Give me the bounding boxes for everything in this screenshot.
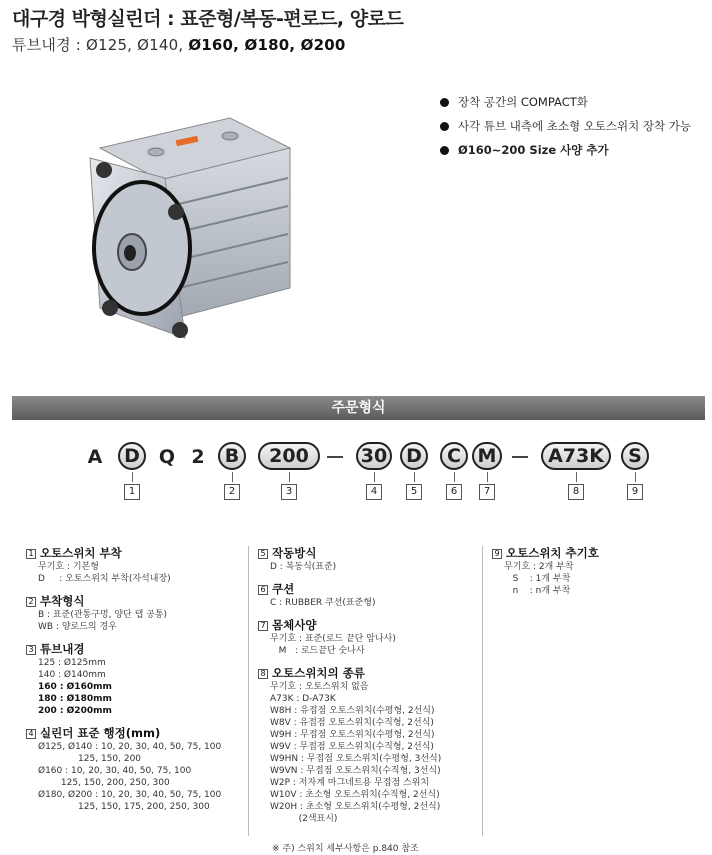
section-number: 8 — [258, 669, 268, 679]
code-number-box: 5 — [406, 484, 422, 500]
feature-item: 장착 공간의 COMPACT화 — [440, 94, 691, 118]
spec-line: 무기호 : 2개 부착 — [504, 562, 574, 572]
section-bore-size — [26, 642, 246, 717]
spec-column-2 — [258, 546, 480, 834]
spec-line: 무기호 : 기본형 — [38, 562, 99, 572]
spec-line: 무기호 : 오토스위치 없음 — [270, 682, 369, 692]
spec-line: D : 복동식(표준) — [270, 562, 337, 572]
spec-line: W9V : 무접점 오토스위치(수직형, 2선식) — [270, 742, 434, 752]
spec-column-1 — [26, 546, 246, 822]
feature-list — [440, 94, 691, 166]
spec-line: S : 1개 부착 — [504, 574, 571, 584]
spec-line: WB : 양로드의 경우 — [38, 622, 117, 632]
spec-line: W9H : 무접점 오토스위치(수평형, 2선식) — [270, 730, 435, 740]
code-option-2: B — [218, 442, 246, 470]
spec-line: n : n개 부착 — [504, 586, 571, 596]
code-option-7: M — [472, 442, 502, 470]
section-title: 튜브내경 — [40, 642, 85, 656]
section-number: 9 — [492, 549, 502, 559]
spec-line: 140 : Ø140mm — [38, 670, 106, 680]
code-leader — [454, 472, 455, 482]
spec-line: 200 : Ø200mm — [38, 706, 112, 716]
code-char: A — [87, 446, 103, 468]
section-title: 실린더 표준 행정(mm) — [40, 726, 161, 740]
spec-line: 180 : Ø180mm — [38, 694, 112, 704]
spec-line: Ø125, Ø140 : 10, 20, 30, 40, 50, 75, 100 — [38, 742, 222, 752]
section-title: 작동방식 — [272, 546, 317, 560]
code-option-5: D — [400, 442, 428, 470]
section-action — [258, 546, 480, 573]
section-mounting-type — [26, 594, 246, 633]
section-number: 4 — [26, 729, 36, 739]
code-leader — [132, 472, 133, 482]
feature-item: 사각 튜브 내측에 초소형 오토스위치 장착 가능 — [440, 118, 691, 142]
section-number: 3 — [26, 645, 36, 655]
code-leader — [289, 472, 290, 482]
code-option-3: 200 — [258, 442, 320, 470]
section-title: 몸체사양 — [272, 618, 317, 632]
section-body-spec — [258, 618, 480, 657]
column-divider — [248, 546, 249, 836]
spec-line: 125 : Ø125mm — [38, 658, 106, 668]
column-divider — [482, 546, 483, 836]
section-stroke — [26, 726, 246, 813]
footnote: ※ 주) 스위치 세부사항은 p.840 참조 — [272, 844, 419, 854]
code-leader — [414, 472, 415, 482]
code-number-box: 7 — [479, 484, 495, 500]
section-switch-type — [258, 666, 480, 825]
feature-item: Ø160~200 Size 사양 추가 — [440, 142, 691, 166]
bore-subtitle — [12, 34, 346, 55]
code-dash — [512, 456, 528, 458]
spec-line: Ø160 : 10, 20, 30, 40, 50, 75, 100 — [38, 766, 192, 776]
code-option-8: A73K — [541, 442, 611, 470]
code-option-1: D — [118, 442, 146, 470]
order-code-row — [0, 440, 712, 474]
subtitle-prefix: 튜브내경 : Ø125, Ø140, — [12, 36, 184, 54]
cylinder-product-image — [80, 108, 310, 358]
section-number: 7 — [258, 621, 268, 631]
section-number: 5 — [258, 549, 268, 559]
section-title: 오토스위치 부착 — [40, 546, 122, 560]
spec-line: W2P : 저자계 마그네트용 무접점 스위치 — [270, 778, 430, 788]
code-option-6: C — [440, 442, 468, 470]
code-leader — [576, 472, 577, 482]
section-number: 1 — [26, 549, 36, 559]
spec-line: Ø180, Ø200 : 10, 20, 30, 40, 50, 75, 100 — [38, 790, 222, 800]
code-number-box: 3 — [281, 484, 297, 500]
code-dash — [327, 456, 343, 458]
spec-line: W9VN : 무접점 오토스위치(수직형, 3선식) — [270, 766, 441, 776]
spec-line: C : RUBBER 쿠션(표준형) — [270, 598, 376, 608]
spec-line: W10V : 초소형 오토스위치(수직형, 2선식) — [270, 790, 440, 800]
code-number-box: 1 — [124, 484, 140, 500]
section-number: 2 — [26, 597, 36, 607]
code-number-box: 9 — [627, 484, 643, 500]
code-option-9: S — [621, 442, 649, 470]
code-number-box: 2 — [224, 484, 240, 500]
order-format-title: 주문형식 — [331, 400, 386, 416]
spec-line: D : 오토스위치 부착(자석내장) — [38, 574, 171, 584]
spec-line: W8H : 유접점 오토스위치(수평형, 2선식) — [270, 706, 435, 716]
section-number: 6 — [258, 585, 268, 595]
section-title: 오토스위치 추기호 — [506, 546, 599, 560]
code-leader — [635, 472, 636, 482]
spec-column-3 — [492, 546, 702, 606]
section-title: 부착형식 — [40, 594, 85, 608]
code-char: 2 — [191, 446, 205, 468]
spec-line: 125, 150, 200, 250, 300 — [38, 778, 170, 788]
code-leader — [374, 472, 375, 482]
section-autoswitch-mount — [26, 546, 246, 585]
spec-line: W20H : 초소형 오토스위치(수평형, 2선식) — [270, 802, 441, 812]
code-option-4: 30 — [356, 442, 392, 470]
section-title: 오토스위치의 종류 — [272, 666, 365, 680]
order-format-banner — [12, 396, 705, 420]
section-cushion — [258, 582, 480, 609]
spec-line: W8V : 유접점 오토스위치(수직형, 2선식) — [270, 718, 434, 728]
spec-line: W9HN : 무접점 오토스위치(수평형, 3선식) — [270, 754, 442, 764]
spec-line: (2색표시) — [270, 814, 338, 824]
spec-line: 125, 150, 175, 200, 250, 300 — [38, 802, 210, 812]
code-number-box: 4 — [366, 484, 382, 500]
spec-line: 무기호 : 표준(로드 끝단 암나사) — [270, 634, 396, 644]
spec-line: A73K : D-A73K — [270, 694, 336, 704]
spec-line: B : 표준(관통구멍, 양단 탭 공통) — [38, 610, 168, 620]
subtitle-bold: Ø160, Ø180, Ø200 — [188, 36, 346, 54]
code-number-box: 8 — [568, 484, 584, 500]
page-title: 대구경 박형실린더 : 표준형/복동-편로드, 양로드 — [12, 8, 404, 30]
code-leader — [232, 472, 233, 482]
code-number-box: 6 — [446, 484, 462, 500]
code-char: Q — [158, 446, 176, 468]
section-switch-count — [492, 546, 702, 597]
spec-line: 125, 150, 200 — [38, 754, 142, 764]
code-leader — [487, 472, 488, 482]
spec-line: 160 : Ø160mm — [38, 682, 112, 692]
spec-line: M : 로드끝단 숫나사 — [270, 646, 365, 656]
section-title: 쿠션 — [272, 582, 295, 596]
